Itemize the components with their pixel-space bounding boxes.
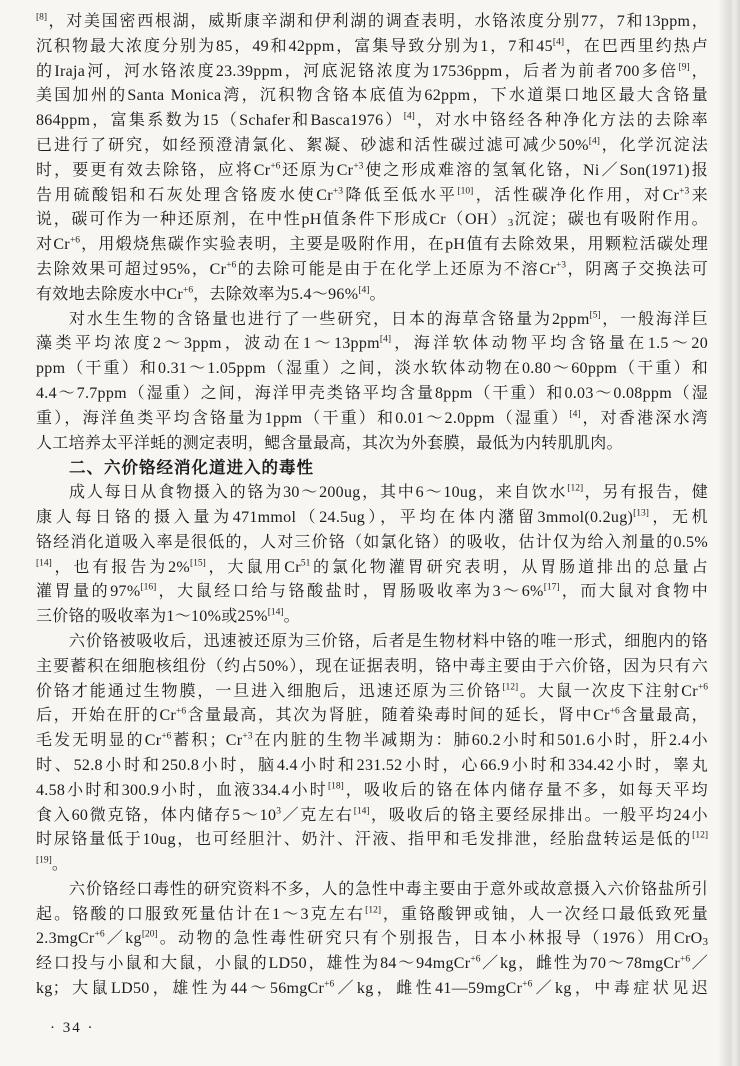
text-run: 起。铬酸的口服致死量估计在1～3克左右	[36, 905, 366, 923]
text-run: ，化学沉淀法	[599, 136, 708, 154]
text-run: 对水生生物的含铬量也进行了一些研究，日本的海草含铬量为2ppm	[69, 310, 590, 328]
text-line	[36, 407, 708, 432]
superscript-ref: [10]	[457, 186, 474, 197]
text-run: ，对香港深水湾	[580, 409, 708, 427]
text-run: 使之形成难溶的氢氧化铬，Ni／Son(1971)报	[363, 161, 708, 179]
text-run: 。动物的急性毒性研究只有个别报告，日本小林报导（1976）用CrO	[157, 930, 703, 948]
text-run: ／	[690, 955, 708, 973]
text-line	[36, 927, 708, 952]
text-run: 对Cr	[36, 236, 70, 254]
text-line	[36, 382, 708, 407]
text-run: 沉积物最大浓度分别为85，49和42ppm，富集导致分别为1，7和45	[36, 37, 553, 55]
superscript-ref: +6	[697, 682, 708, 693]
text-line	[36, 134, 708, 159]
text-run: ／kg，中毒症状见迟	[532, 980, 708, 998]
scan-edge-shadow	[718, 0, 740, 1066]
text-line	[36, 60, 708, 85]
text-run: 含量最高，	[619, 707, 708, 725]
text-line	[36, 258, 708, 283]
superscript-ref: [16]	[140, 583, 157, 593]
text-run: 告用硫酸铝和石灰处理含铬废水使Cr	[36, 186, 333, 204]
text-run: ，用煅烧焦碳作实验表明，主要是吸附作用，在pH值有去除效果，用颗粒活碳处理	[80, 236, 708, 254]
text-line	[36, 655, 708, 680]
text-run: 已进行了研究，如经预澄清氯化、絮凝、砂滤和活性碳过滤可减少50%	[36, 136, 589, 154]
superscript-ref: +3	[353, 161, 364, 172]
superscript-ref: [17]	[543, 583, 560, 593]
text-run: ，	[689, 62, 708, 80]
text-run: ，对美国密西根湖，威斯康辛湖和伊利湖的调查表明，水铬浓度分别77，7和13ppm，	[47, 13, 708, 30]
superscript-ref: +3	[555, 260, 567, 271]
text-run: 去除效果可超过95%，Cr	[36, 260, 227, 278]
superscript-ref: [9]	[678, 62, 690, 73]
superscript-ref: [13]	[633, 508, 649, 519]
text-run: 降低至低水平	[343, 186, 458, 204]
text-run: 时尿铬量低于10ug，也可经胆汁、奶汁、汗液、指甲和毛发排泄，经胎盘转运是低的	[36, 831, 693, 849]
text-line	[36, 308, 708, 333]
superscript-ref: [4]	[403, 111, 415, 122]
text-line	[36, 952, 708, 977]
text-run: 沉淀；碳也有吸附作用。	[513, 211, 708, 229]
text-run: 4.58小时和300.9小时，血液334.4小时	[36, 781, 328, 799]
superscript-ref: [14]	[36, 558, 52, 569]
text-line	[36, 283, 708, 308]
text-line	[36, 35, 708, 60]
text-run: 含量最高，其次为肾脏，随着染毒时间的延长，肾中Cr	[186, 707, 610, 725]
text-run: 二、六价铬经消化道进入的毒性	[69, 458, 314, 478]
text-run: 六价铬被吸收后，迅速被还原为三价铬，后者是生物材料中铬的唯一形式，细胞内的铬	[69, 632, 708, 650]
text-run: 864ppm，富集系数为15（Schafer和Basca1976）	[36, 112, 404, 130]
superscript-ref: +6	[680, 954, 691, 965]
text-run: 来	[689, 186, 708, 204]
superscript-ref: +6	[324, 979, 335, 990]
text-line	[36, 556, 708, 581]
superscript-ref: [12]	[692, 830, 708, 841]
text-run: 。	[51, 856, 69, 874]
section-heading	[36, 456, 708, 481]
superscript-ref: +6	[609, 706, 620, 717]
text-run: 铬经消化道吸入率是很低的，人对三价铬（如氯化铬）的吸收，估计仅为给入剂量的0.5%	[36, 533, 708, 551]
text-run: ppm（干重）和0.31～1.05ppm（湿重）之间，淡水软体动物在0.80～60ppm（干重）和	[36, 360, 708, 378]
text-run: 蓄积；Cr	[171, 732, 243, 750]
text-line	[36, 779, 708, 804]
text-run: ／kg，雌性41—59mgCr	[334, 980, 523, 998]
text-run: ，吸收后的铬在体内储存量不多，如每天平均	[343, 781, 708, 799]
text-run: 后，开始在肝的Cr	[36, 707, 177, 725]
text-run: 的氯化物灌胃研究表明，从胃肠道排出的总量占	[310, 558, 708, 576]
superscript-ref: +6	[522, 979, 533, 990]
page-number: · 34 ·	[50, 1020, 95, 1036]
text-run: 4.4～7.7ppm（湿重）之间，海洋甲壳类铬平均含量8ppm（干重）和0.03～0.08ppm（湿	[36, 384, 708, 402]
text-line	[36, 332, 708, 357]
text-line	[36, 680, 708, 705]
text-run: 2.3mgCr	[36, 930, 95, 948]
text-run: ，阴离子交换法可	[566, 260, 708, 278]
text-line	[36, 630, 708, 655]
text-line	[36, 853, 708, 878]
text-line	[36, 977, 708, 1002]
text-run: ，另有报告，健	[583, 484, 708, 502]
text-run: 价铬才能通过生物膜，一旦进入细胞后，迅速还原为三价铬	[36, 682, 503, 700]
text-run: ，吸收后的铬主要经尿排出。一般平均24小	[369, 806, 708, 824]
superscript-ref: +6	[183, 285, 194, 296]
text-run: 六价铬经口毒性的研究资料不多，人的急性中毒主要由于意外或故意摄入六价铬盐所引	[69, 880, 708, 898]
text-run: 。	[369, 285, 386, 303]
superscript-ref: [8]	[36, 12, 48, 23]
text-run: 康人每日铬的摄入量为471mmol（24.5ug），平均在体内潴留3mmol(0.2ug)	[36, 508, 634, 526]
superscript-ref: [4]	[569, 409, 581, 420]
text-run: ，也有报告为2%	[51, 558, 191, 576]
text-line	[36, 357, 708, 382]
text-run: 食入60微克铬，体内储存5～10	[36, 806, 277, 824]
superscript-ref: +6	[226, 260, 237, 271]
text-run: 人工培养太平洋蚝的测定表明，鳃含量最高，其次为外套膜，最低为内转肌肌肉。	[36, 434, 623, 452]
text-run: 毛发无明显的Cr	[36, 732, 162, 750]
text-line	[36, 580, 708, 605]
text-run: ，一般海洋巨	[600, 310, 708, 328]
superscript-ref: [5]	[589, 310, 601, 321]
text-run: 经口投与小鼠和大鼠，小鼠的LD50，雄性为84～94mgCr	[36, 955, 471, 973]
superscript-ref: +3	[332, 186, 343, 197]
text-run: 灌胃量的97%	[36, 583, 141, 601]
text-line	[36, 481, 708, 506]
superscript-ref: [12]	[365, 905, 381, 916]
superscript-ref: +6	[161, 731, 172, 742]
text-line	[36, 432, 708, 457]
text-run: 成人每日从食物摄入的铬为30～200ug，其中6～10ug，来自饮水	[69, 484, 568, 502]
text-run: ，对水中铬经各种净化方法的去除率	[414, 112, 708, 130]
text-run: ，重铬酸钾或铀，人一次经口最低致死量	[381, 905, 708, 923]
text-run: ／克左右	[281, 806, 354, 824]
text-line	[36, 159, 708, 184]
superscript-ref: +6	[270, 161, 281, 172]
text-line	[36, 704, 708, 729]
text-line	[36, 184, 708, 209]
superscript-ref: [4]	[358, 285, 370, 296]
text-run: 时、52.8小时和250.8小时，脑4.4小时和231.52小时，心66.9小时和334.42小时，睾丸	[36, 756, 708, 774]
text-run: 有效地去除废水中Cr	[36, 285, 184, 303]
superscript-ref: +6	[94, 930, 105, 941]
superscript-ref: 3	[276, 806, 282, 817]
text-run: ，大鼠用Cr	[205, 558, 301, 576]
text-run: 。	[283, 608, 300, 626]
text-run: ，无机	[648, 508, 708, 526]
text-run: ，去除效率为5.4～96%	[193, 285, 359, 303]
superscript-ref: [4]	[379, 335, 391, 346]
text-line	[36, 605, 708, 630]
text-line	[36, 10, 708, 35]
superscript-ref: [4]	[588, 136, 600, 147]
superscript-ref: [15]	[190, 558, 206, 569]
page-body	[36, 10, 708, 1002]
text-run: ／kg	[104, 930, 142, 948]
text-run: 美国加州的Santa Monica湾，沉积物含铬本底值为62ppm，下水道渠口地区最大含铬量	[36, 87, 708, 105]
text-line	[36, 878, 708, 903]
superscript-ref: [20]	[141, 930, 158, 941]
superscript-ref: [14]	[353, 806, 370, 817]
text-line	[36, 754, 708, 779]
text-run: 的Iraja河，河水铬浓度23.39ppm，河底泥铬浓度为17536ppm，后者为前者700多倍	[36, 62, 679, 80]
superscript-ref: [19]	[36, 855, 52, 866]
text-run: 重），海洋鱼类平均含铬量为1ppm（干重）和0.01～2.0ppm（湿重）	[36, 409, 570, 427]
text-run: ，在巴西里约热卢	[563, 37, 708, 55]
text-line	[36, 531, 708, 556]
superscript-ref: +6	[470, 954, 481, 965]
superscript-ref: [4]	[552, 37, 564, 48]
text-run: 还原为Cr	[280, 161, 354, 179]
subscript: 3	[702, 936, 708, 949]
superscript-ref: +3	[679, 186, 690, 197]
superscript-ref: [14]	[267, 607, 284, 618]
subscript: 3	[507, 217, 514, 230]
superscript-ref: +6	[69, 235, 81, 246]
text-run: 说，碳可作为一种还原剂，在中性pH值条件下形成Cr（OH）	[36, 211, 508, 229]
text-line	[36, 109, 708, 134]
superscript-ref: +3	[242, 731, 253, 742]
text-run: 时，要更有效去除铬，应将Cr	[36, 161, 271, 179]
text-run: kg；大鼠LD50，雄性为44～56mgCr	[36, 980, 325, 998]
text-run: 在内脏的生物半减期为：肺60.2小时和501.6小时，肝2.4小	[252, 732, 708, 750]
text-line	[36, 233, 708, 258]
text-line	[36, 903, 708, 928]
superscript-ref: [12]	[567, 483, 584, 494]
superscript-ref: 51	[300, 558, 311, 569]
superscript-ref: +6	[176, 706, 187, 717]
text-run: 。大鼠一次皮下注射Cr	[518, 682, 698, 700]
text-run: 藻类平均浓度2～3ppm，波动在1～13ppm	[36, 335, 380, 353]
superscript-ref: [12]	[502, 682, 519, 693]
text-run: ，大鼠经口给与铬酸盐时，胃肠吸收率为3～6%	[156, 583, 544, 601]
text-line	[36, 804, 708, 829]
text-run: ，而大鼠对食物中	[559, 583, 708, 601]
text-line	[36, 208, 708, 233]
text-run: 三价铬的吸收率为1～10%或25%	[36, 608, 268, 626]
text-line	[36, 84, 708, 109]
text-run: ，活性碳净化作用，对Cr	[473, 186, 680, 204]
text-line	[36, 506, 708, 531]
text-line	[36, 828, 708, 853]
superscript-ref: [18]	[328, 781, 344, 792]
text-run: ／kg，雌性为70～78mgCr	[480, 955, 680, 973]
text-run: 的去除可能是由于在化学上还原为不溶Cr	[236, 260, 556, 278]
text-line	[36, 729, 708, 754]
text-run: ，海洋软体动物平均含铬量在1.5～20	[390, 335, 708, 353]
text-run: 主要蓄积在细胞核组份（约占50%），现在证据表明，铬中毒主要由于六价铬，因为只有六	[36, 657, 708, 675]
